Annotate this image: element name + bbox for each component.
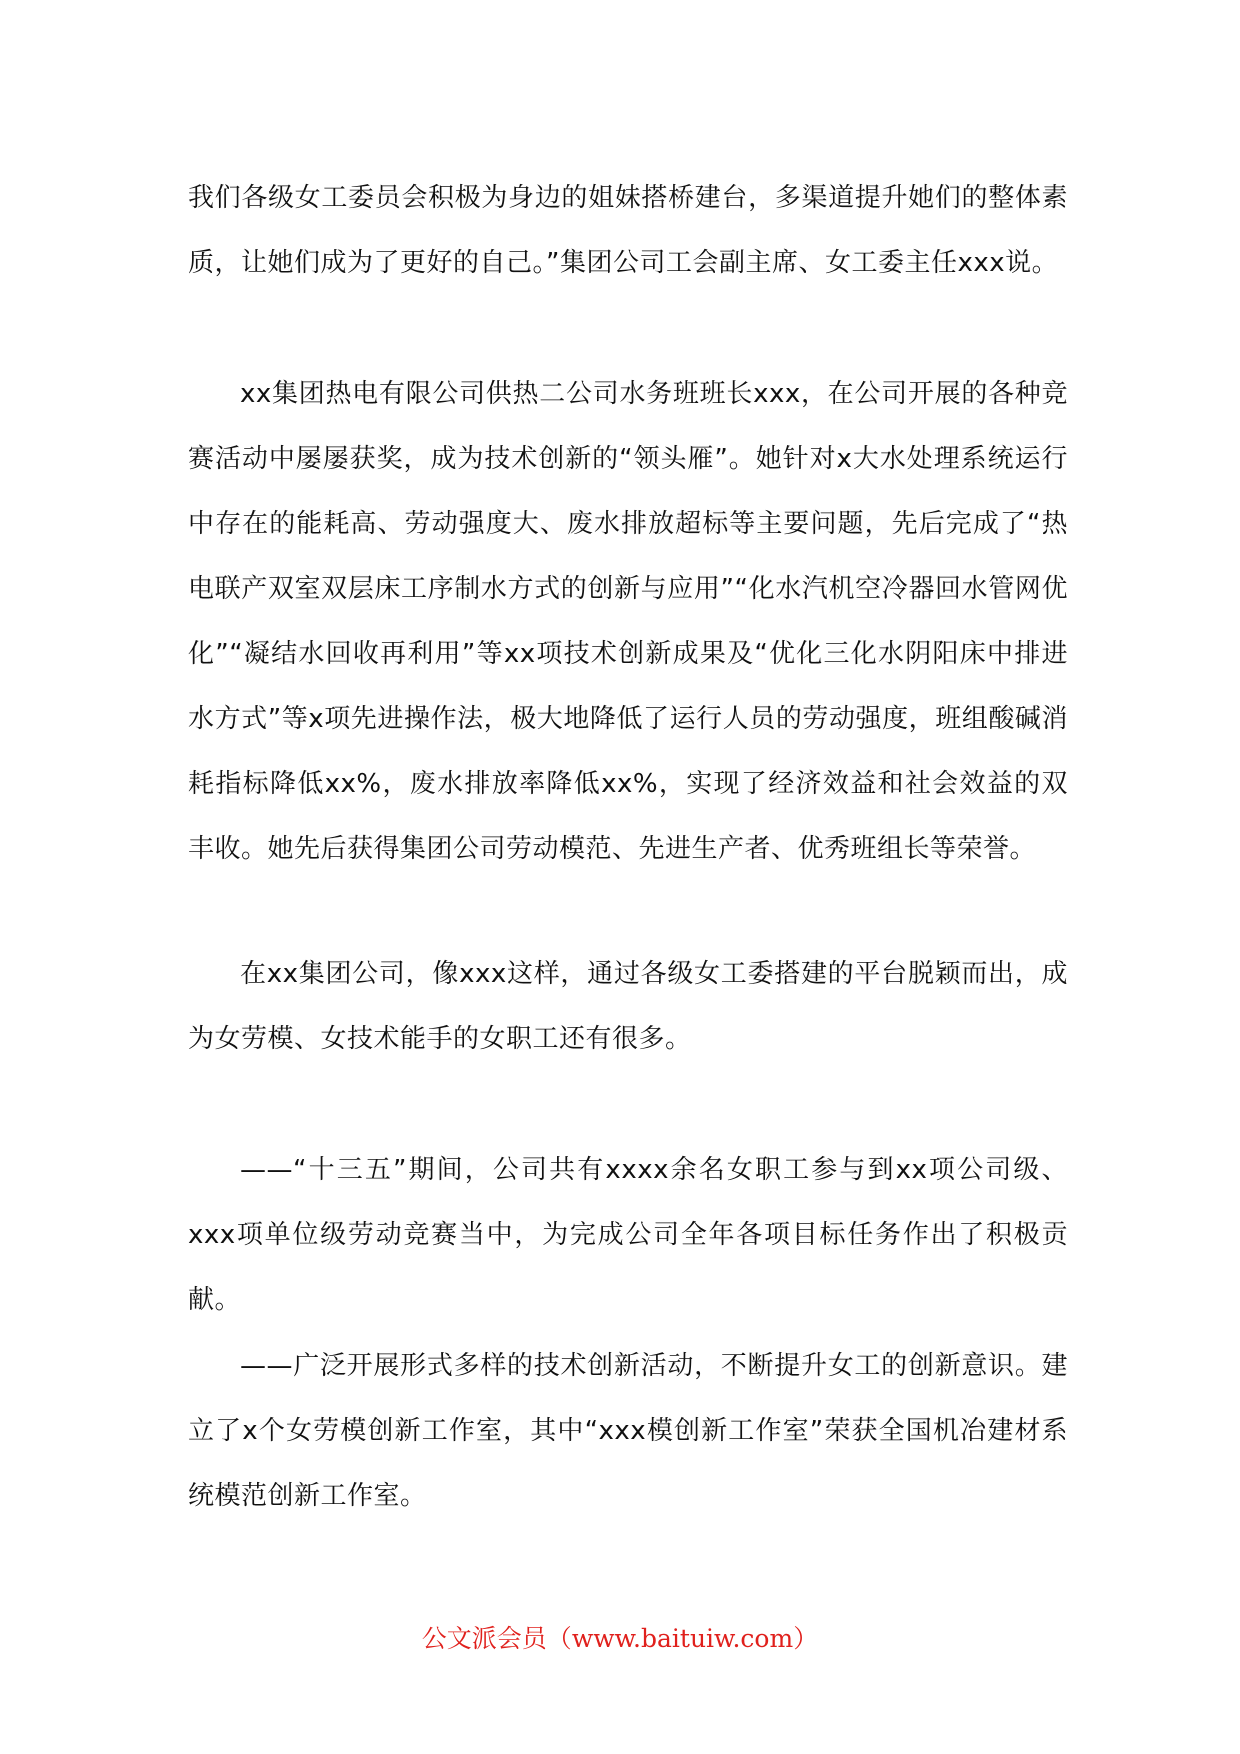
footer-site-name: 公文派会员 [421, 1624, 547, 1653]
footer-paren-close: ） [793, 1624, 819, 1653]
paragraph-innovation-studios: ——广泛开展形式多样的技术创新活动，不断提升女工的创新意识。建立了x个女劳模创新工作室，其中“xxx模创新工作室”荣获全国机冶建材系统模范创新工作室。 [188, 1351, 1068, 1511]
footer-site-url[interactable]: www.baituiw.com [571, 1624, 794, 1653]
paragraph-quote-ending: 我们各级女工委员会积极为身边的姐妹搭桥建台，多渠道提升她们的整体素质，让她们成为了更好的自己。”集团公司工会副主席、女工委主任xxx说。 [188, 183, 1068, 278]
footer-watermark [0, 1622, 1240, 1656]
paragraph-female-models: 在xx集团公司，像xxx这样，通过各级女工委搭建的平台脱颖而出，成为女劳模、女技术能手的女职工还有很多。 [188, 959, 1068, 1054]
paragraph-thirteenth-five-year: ——“十三五”期间，公司共有xxxx余名女职工参与到xx项公司级、xxx项单位级劳动竞赛当中，为完成公司全年各项目标任务作出了积极贡献。 [188, 1155, 1068, 1315]
paragraph-water-team-leader: xx集团热电有限公司供热二公司水务班班长xxx，在公司开展的各种竞赛活动中屡屡获奖，成为技术创新的“领头雁”。她针对x大水处理系统运行中存在的能耗高、劳动强度大、废水排放超标等主要问题，先后完成了“热电联产双室双层床工序制水方式的创新与应用”“化水汽机空冷器回水管网优化”“凝结水回收再利用”等xx项技术创新成果及“优化三化水阴阳床中排进水方式”等x项先进操作法，极大地降低了运行人员的劳动强度，班组酸碱消耗指标降低xx%，废水排放率降低xx%，实现了经济效益和社会效益的双丰收。她先后获得集团公司劳动模范、先进生产者、优秀班组长等荣誉。 [188, 379, 1068, 864]
footer-paren-open: （ [546, 1624, 572, 1653]
